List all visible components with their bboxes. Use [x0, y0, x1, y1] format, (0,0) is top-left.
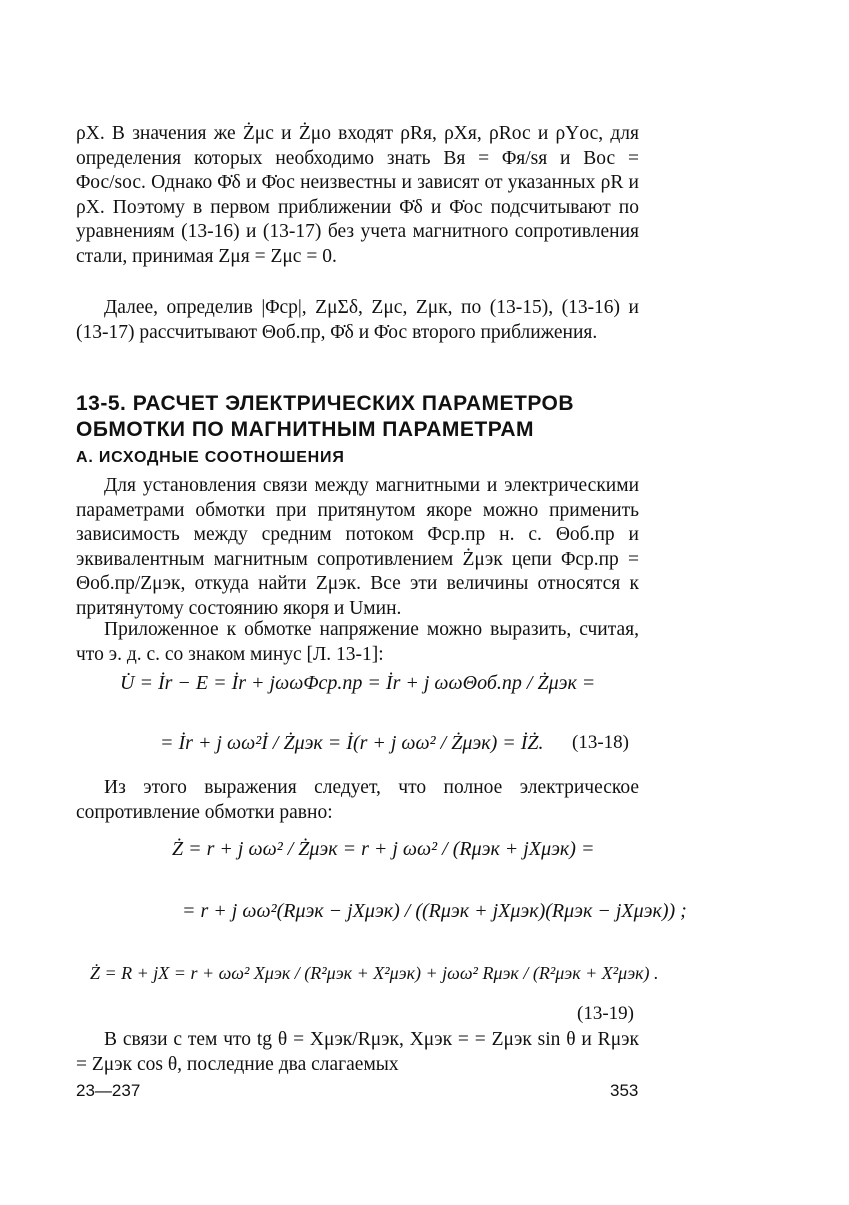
section-heading-line-1: 13-5. РАСЧЕТ ЭЛЕКТРИЧЕСКИХ ПАРАМЕТРОВ — [76, 392, 575, 415]
subsection-heading — [76, 448, 639, 468]
section-heading-line-2: ОБМОТКИ ПО МАГНИТНЫМ ПАРАМЕТРАМ — [76, 418, 535, 441]
paragraph-1 — [76, 122, 639, 269]
paragraph-4 — [76, 618, 639, 667]
paragraph-5-text: Из этого выражения следует, что полное электрическое сопротивление обмотки равно: — [76, 777, 639, 823]
paragraph-5 — [76, 776, 639, 825]
equation-13-19-number: (13-19) — [577, 1003, 634, 1024]
equation-13-19-line-2: = r + j ωω²(Rμэк − jXμэк) / ((Rμэк + jXμэк)(Rμэк − jXμэк)) ; — [182, 900, 687, 922]
equation-13-19-line-3: Ż = R + jX = r + ωω² Xμэк / (R²μэк + X²μэк) + jωω² Rμэк / (R²μэк + X²μэк) . — [90, 963, 659, 983]
subsection-heading-text: А. ИСХОДНЫЕ СООТНОШЕНИЯ — [76, 449, 345, 466]
footer-signature: 23—237 — [76, 1081, 141, 1100]
equation-13-18-number: (13-18) — [572, 732, 629, 753]
paragraph-6-text: В связи с тем что tg θ = Xμэк/Rμэк, Xμэк = = Zμэк sin θ и Rμэк = Zμэк cos θ, последние два слагаемых — [76, 1029, 639, 1075]
equation-13-19-line-1: Ż = r + j ωω² / Żμэк = r + j ωω² / (Rμэк + jXμэк) = — [172, 838, 595, 860]
paragraph-2 — [76, 296, 639, 345]
page-number: 353 — [610, 1081, 639, 1100]
equation-13-18-line-2: = İr + j ωω²İ / Żμэк = İ(r + j ωω² / Żμэк) = İŻ. — [160, 732, 544, 754]
paragraph-3 — [76, 474, 639, 621]
paragraph-6 — [76, 1028, 639, 1077]
paragraph-2-text: Далее, определив |Φср|, ZμΣδ, Zμс, Zμк, по (13-15), (13-16) и (13-17) рассчитывают Θоб.пр, Φ̇δ и Φ̇ос второго приближения. — [76, 297, 639, 343]
equation-13-18-line-1: U̇ = İr − E = İr + jωωΦср.пр = İr + j ωωΘоб.пр / Żμэк = — [120, 672, 596, 694]
section-heading — [76, 391, 639, 443]
paragraph-1-text: ρX. В значения же Żμс и Żμо входят ρRя, ρXя, ρRос и ρYос, для определения которых необходимо знать Bя = Φя/sя и Bос = Φос/sос. Однако Φ̇δ и Φ̇ос неизвестны и зависят от указанных ρR и ρX. Поэтому в первом приближении Φ̇δ и Φ̇ос подсчитывают по уравнениям (13-16) и (13-17) без учета магнитного сопротивления стали, принимая Zμя = Zμс = 0. — [76, 123, 639, 267]
paragraph-3-text: Для установления связи между магнитными и электрическими параметрами обмотки при притянутом якоре можно применить зависимость между средним потоком Φср.пр н. с. Θоб.пр и эквивалентным магнитным сопротивлением Żμэк цепи Φср.пр = Θоб.пр/Zμэк, откуда найти Zμэк. Все эти величины относятся к притянутому состоянию якоря и Uмин. — [76, 475, 639, 619]
paragraph-4-text: Приложенное к обмотке напряжение можно выразить, считая, что э. д. с. со знаком минус [Л. 13-1]: — [76, 619, 639, 665]
